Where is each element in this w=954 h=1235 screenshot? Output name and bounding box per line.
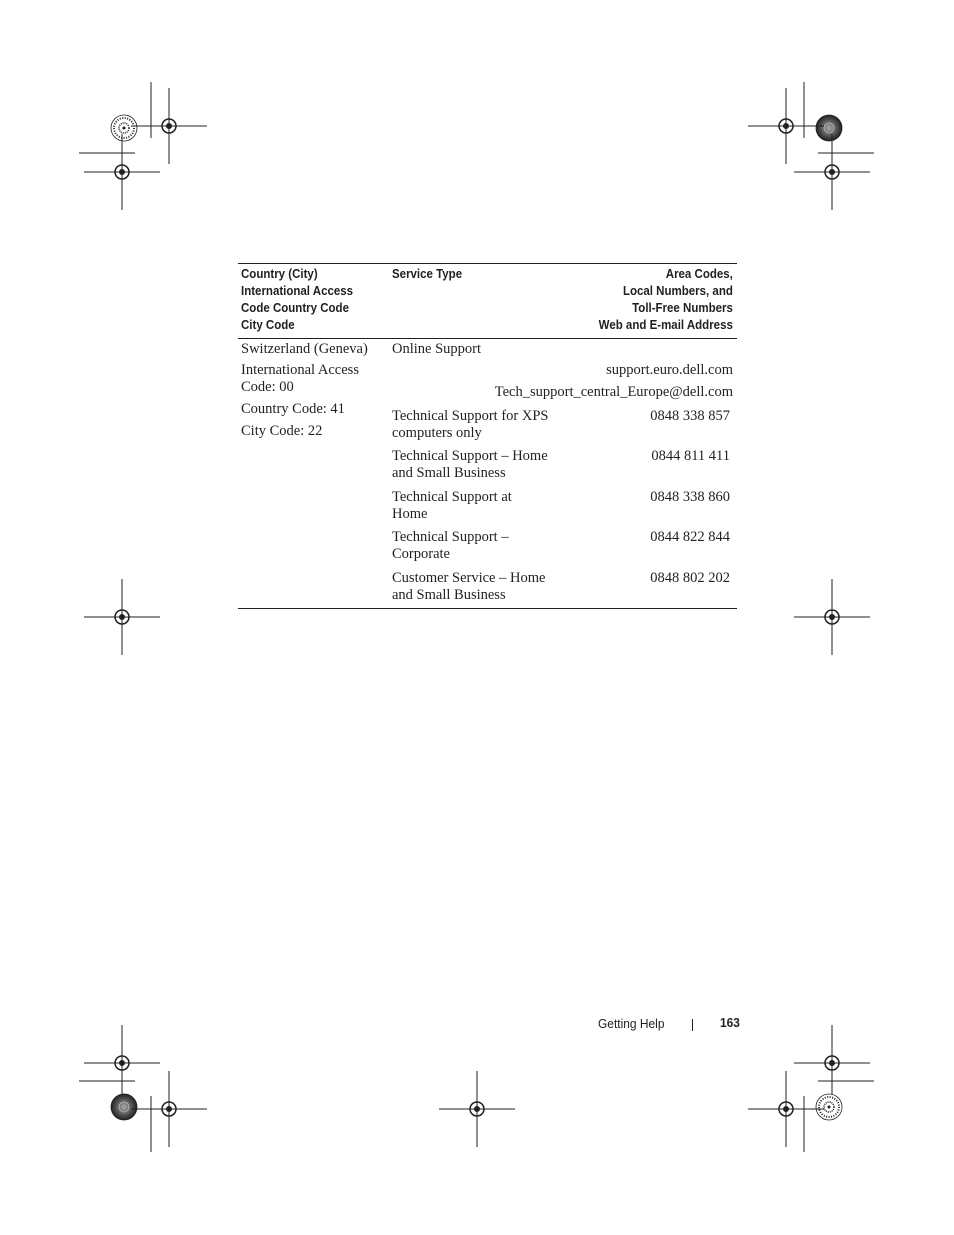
registration-dial-icon xyxy=(111,115,137,141)
phone-number: 0848 802 202 xyxy=(650,570,730,586)
registration-target-icon xyxy=(794,579,870,655)
header-service-type: Service Type xyxy=(392,267,463,281)
support-website-link[interactable]: support.euro.dell.com xyxy=(606,362,733,378)
registration-target-icon xyxy=(84,579,160,655)
registration-dial-icon xyxy=(111,1094,137,1120)
service-online-support: Online Support xyxy=(392,341,482,357)
page-number: 163 xyxy=(720,1015,740,1030)
city-code: City Code: 22 xyxy=(241,423,323,439)
registration-target-icon xyxy=(84,1025,160,1101)
registration-target-icon xyxy=(131,88,207,164)
service-type-cell: Technical Support for XPS computers only xyxy=(392,408,549,441)
registration-target-icon xyxy=(439,1071,515,1147)
country-code: Country Code: 41 xyxy=(241,401,345,417)
registration-target-icon xyxy=(748,1071,824,1147)
header-country: Country (City) International Access Code Country Code City Code xyxy=(241,267,354,332)
registration-dial-icon xyxy=(816,115,842,141)
footer-separator xyxy=(692,1019,693,1031)
registration-target-icon xyxy=(794,134,870,210)
registration-dial-icon xyxy=(816,1094,842,1120)
support-email-link[interactable]: Tech_support_central_Europe@dell.com xyxy=(494,384,733,400)
intl-access-code: International Access Code: 00 xyxy=(241,362,359,395)
registration-target-icon xyxy=(794,1025,870,1101)
footer-section-title: Getting Help xyxy=(598,1016,665,1031)
phone-number: 0848 338 857 xyxy=(650,408,730,424)
service-type-cell: Technical Support – Home and Small Business xyxy=(392,448,548,481)
phone-number: 0848 338 860 xyxy=(650,489,730,505)
phone-number: 0844 822 844 xyxy=(650,529,730,545)
registration-target-icon xyxy=(748,88,824,164)
service-type-cell: Technical Support at Home xyxy=(392,489,512,522)
country-name: Switzerland (Geneva) xyxy=(241,341,368,357)
phone-number: 0844 811 411 xyxy=(651,448,730,464)
registration-target-icon xyxy=(131,1071,207,1147)
service-type-cell: Technical Support – Corporate xyxy=(392,529,509,562)
table-top-rule xyxy=(238,263,737,264)
table-bottom-rule xyxy=(238,608,737,609)
header-bottom-rule xyxy=(238,338,737,339)
registration-target-icon xyxy=(84,134,160,210)
service-type-cell: Customer Service – Home and Small Business xyxy=(392,570,546,603)
header-numbers: Area Codes, Local Numbers, and Toll-Free Numbers Web and E-mail Address xyxy=(598,267,733,332)
